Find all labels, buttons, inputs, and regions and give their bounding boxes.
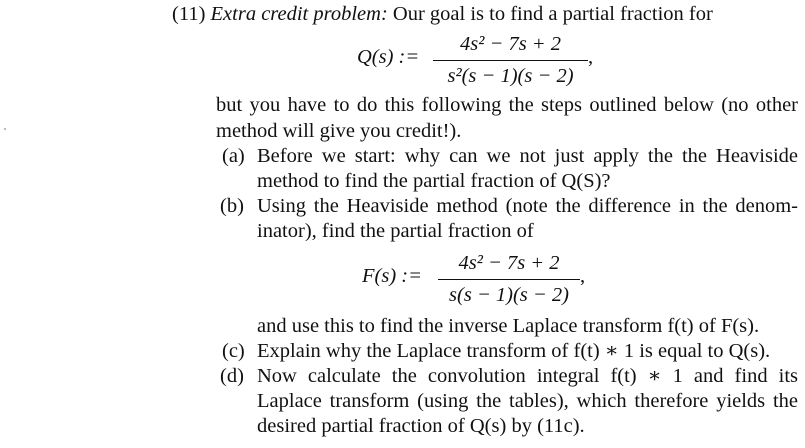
part-b-line-2: inator), find the partial fraction of (257, 220, 534, 242)
part-d-line-1: Now calculate the convolution integral f(t) ∗ 1 and find its (257, 365, 798, 387)
part-a-label: (a) (222, 145, 245, 167)
f-tail: , (580, 265, 586, 287)
problem-heading: Extra credit problem: (210, 3, 388, 25)
part-b-label: (b) (220, 195, 244, 217)
f-fraction (438, 253, 580, 305)
part-c-line-1: Explain why the Laplace transform of f(t) ∗ 1 is equal to Q(s). (257, 340, 771, 362)
q-fraction (433, 34, 588, 86)
part-a-line-2: method to find the partial fraction of Q(S)? (257, 170, 611, 192)
part-d-line-3: desired partial fraction of Q(s) by (11c). (257, 415, 585, 437)
stray-mark (4, 128, 6, 130)
part-b-line-1: Using the Heaviside method (note the difference in the denom- (257, 195, 798, 217)
part-d-line-2: Laplace transform (using the tables), which therefore yields the (257, 390, 798, 412)
body-line-2: method will give you credit!). (216, 120, 462, 142)
q-numerator: 4s² − 7s + 2 (459, 33, 562, 55)
q-denominator: s²(s − 1)(s − 2) (447, 64, 574, 87)
problem-header (172, 4, 713, 25)
q-fraction-bar (433, 60, 588, 61)
q-lhs: Q(s) := (357, 46, 420, 68)
problem-intro: Our goal is to find a partial fraction for (392, 3, 713, 25)
f-numerator: 4s² − 7s + 2 (458, 252, 560, 274)
body-line-1: but you have to do this following the steps outlined below (no other (216, 94, 798, 116)
part-c-label: (c) (222, 340, 245, 362)
f-denominator: s(s − 1)(s − 2) (449, 283, 569, 306)
f-fraction-bar (438, 279, 580, 280)
part-d-label: (d) (220, 365, 244, 387)
part-b-line-3: and use this to find the inverse Laplace transform f(t) of F(s). (257, 315, 760, 337)
problem-number: (11) (172, 3, 206, 25)
f-lhs: F(s) := (362, 265, 422, 287)
q-tail: , (588, 46, 594, 68)
part-a-line-1: Before we start: why can we not just apply the the Heaviside (257, 145, 798, 167)
